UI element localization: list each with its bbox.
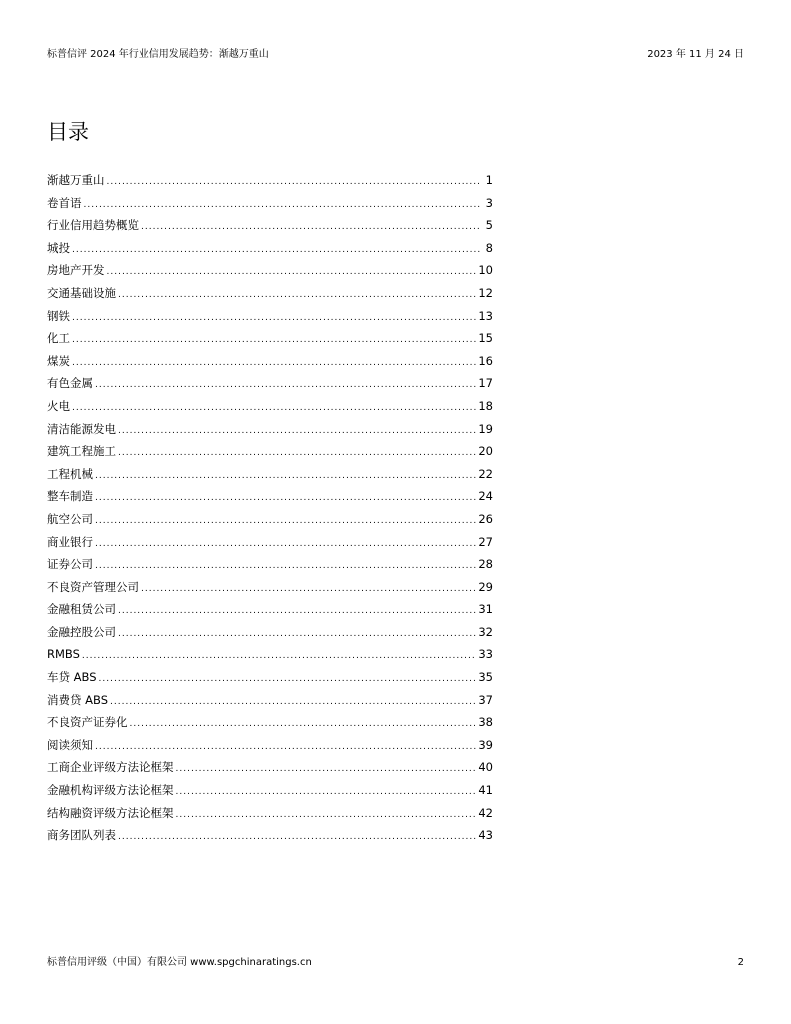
toc-entry-page: 5 (485, 218, 493, 233)
toc-entry-page: 27 (478, 534, 493, 549)
toc-entry[interactable] (47, 756, 493, 779)
dot-leader (118, 442, 476, 463)
toc-entry-page: 16 (478, 353, 493, 368)
toc-entry-label: 消费贷 ABS (47, 692, 109, 707)
report-title: 标普信评 2024 年行业信用发展趋势：渐越万重山 (47, 49, 269, 60)
toc-entry[interactable] (47, 463, 493, 486)
toc-entry-label: 行业信用趋势概览 (47, 218, 139, 233)
toc-entry[interactable] (47, 553, 493, 576)
toc-entry-label: 化工 (47, 331, 70, 346)
toc-entry[interactable] (47, 485, 493, 508)
toc-entry-label: 整车制造 (47, 489, 93, 504)
dot-leader (118, 623, 476, 644)
toc-entry-page: 20 (478, 444, 493, 459)
toc-entry[interactable] (47, 214, 493, 237)
dot-leader (118, 600, 476, 621)
toc-entry-page: 39 (478, 737, 493, 752)
toc-entry-page: 28 (478, 557, 493, 572)
toc-entry-page: 40 (478, 760, 493, 775)
toc-entry-label: RMBS (47, 647, 80, 662)
toc-entry-label: 工商企业评级方法论框架 (47, 760, 174, 775)
toc-entry-page: 24 (478, 489, 493, 504)
toc-entry[interactable] (47, 395, 493, 418)
toc-entry-page: 1 (485, 173, 493, 187)
toc-entry-label: 煤炭 (47, 353, 70, 368)
company-footer: 标普信用评级（中国）有限公司 www.spgchinaratings.cn (47, 957, 312, 968)
dot-leader (176, 804, 477, 825)
dot-leader (95, 555, 476, 576)
toc-entry-page: 37 (478, 692, 493, 707)
toc-entry-label: 不良资产管理公司 (47, 579, 139, 594)
dot-leader (118, 284, 476, 305)
toc-entry-page: 17 (478, 376, 493, 391)
dot-leader (141, 578, 476, 599)
toc-entry[interactable] (47, 621, 493, 644)
toc-entry-label: 金融机构评级方法论框架 (47, 783, 174, 798)
toc-entry-page: 13 (478, 308, 493, 323)
toc-entry-page: 19 (478, 421, 493, 436)
toc-entry-label: 卷首语 (47, 195, 82, 210)
toc-entry[interactable] (47, 440, 493, 463)
toc-entry-label: 航空公司 (47, 511, 93, 526)
toc-entry[interactable] (47, 418, 493, 441)
toc-entry-page: 22 (478, 466, 493, 481)
dot-leader (82, 645, 476, 666)
toc-entry-page: 10 (478, 263, 493, 278)
toc-entry[interactable] (47, 282, 493, 305)
toc-entry-label: 金融租赁公司 (47, 602, 116, 617)
toc-entry-label: 证券公司 (47, 557, 93, 572)
dot-leader (72, 307, 476, 328)
toc-entry-label: 工程机械 (47, 466, 93, 481)
toc-entry[interactable] (47, 576, 493, 599)
toc-entry[interactable] (47, 779, 493, 802)
toc-entry[interactable] (47, 259, 493, 282)
dot-leader (118, 826, 476, 847)
toc-entry-page: 33 (478, 647, 493, 662)
toc-entry-page: 32 (478, 624, 493, 639)
dot-leader (95, 487, 476, 508)
toc-entry[interactable] (47, 169, 493, 192)
toc-entry-label: 清洁能源发电 (47, 421, 116, 436)
toc-entry-page: 18 (478, 398, 493, 413)
report-date: 2023 年 11 月 24 日 (647, 49, 744, 60)
toc-entry[interactable] (47, 531, 493, 554)
toc-entry[interactable] (47, 192, 493, 215)
toc-heading: 目录 (47, 120, 89, 144)
toc-entry[interactable] (47, 598, 493, 621)
toc-entry[interactable] (47, 350, 493, 373)
table-of-contents (47, 169, 493, 847)
toc-entry[interactable] (47, 689, 493, 712)
dot-leader (141, 216, 481, 237)
toc-entry-page: 35 (478, 670, 493, 685)
toc-entry-page: 41 (478, 783, 493, 798)
toc-entry-label: 车贷 ABS (47, 670, 97, 685)
toc-entry-label: 交通基础设施 (47, 285, 116, 300)
dot-leader (95, 510, 476, 531)
toc-entry-label: 城投 (47, 240, 70, 255)
toc-entry-label: 商业银行 (47, 534, 93, 549)
dot-leader (176, 781, 477, 802)
toc-entry-label: 建筑工程施工 (47, 444, 116, 459)
dot-leader (110, 691, 476, 712)
dot-leader (95, 533, 476, 554)
toc-entry[interactable] (47, 643, 493, 666)
page-number: 2 (737, 957, 744, 968)
toc-entry-label: 阅读须知 (47, 737, 93, 752)
toc-entry-label: 有色金属 (47, 376, 93, 391)
dot-leader (99, 668, 477, 689)
dot-leader (95, 374, 476, 395)
dot-leader (84, 194, 482, 215)
dot-leader (72, 352, 476, 373)
toc-entry[interactable] (47, 824, 493, 847)
dot-leader (176, 758, 477, 779)
toc-entry-page: 26 (478, 511, 493, 526)
page-header (47, 47, 744, 63)
toc-entry-page: 43 (478, 828, 493, 843)
page-footer (47, 955, 744, 971)
toc-entry-page: 29 (478, 579, 493, 594)
toc-entry-page: 12 (478, 285, 493, 300)
toc-entry[interactable] (47, 734, 493, 757)
dot-leader (130, 713, 477, 734)
toc-entry-page: 3 (485, 195, 493, 210)
dot-leader (107, 171, 482, 192)
toc-entry-label: 商务团队列表 (47, 828, 116, 843)
toc-entry-label: 火电 (47, 398, 70, 413)
toc-entry[interactable] (47, 802, 493, 825)
toc-entry[interactable] (47, 666, 493, 689)
dot-leader (107, 261, 477, 282)
dot-leader (72, 397, 476, 418)
dot-leader (95, 736, 476, 757)
toc-entry[interactable] (47, 372, 493, 395)
toc-entry-label: 渐越万重山 (47, 173, 105, 187)
dot-leader (95, 465, 476, 486)
toc-entry[interactable] (47, 237, 493, 260)
toc-entry-page: 8 (485, 240, 493, 255)
dot-leader (118, 420, 476, 441)
toc-entry-label: 金融控股公司 (47, 624, 116, 639)
toc-entry-label: 钢铁 (47, 308, 70, 323)
toc-entry-page: 42 (478, 805, 493, 820)
toc-entry-label: 结构融资评级方法论框架 (47, 805, 174, 820)
toc-entry-page: 38 (478, 715, 493, 730)
toc-entry[interactable] (47, 508, 493, 531)
dot-leader (72, 239, 481, 260)
toc-entry-page: 31 (478, 602, 493, 617)
toc-entry-page: 15 (478, 331, 493, 346)
dot-leader (72, 329, 476, 350)
toc-entry[interactable] (47, 305, 493, 328)
toc-entry-label: 房地产开发 (47, 263, 105, 278)
toc-entry-label: 不良资产证券化 (47, 715, 128, 730)
toc-entry[interactable] (47, 711, 493, 734)
toc-entry[interactable] (47, 327, 493, 350)
